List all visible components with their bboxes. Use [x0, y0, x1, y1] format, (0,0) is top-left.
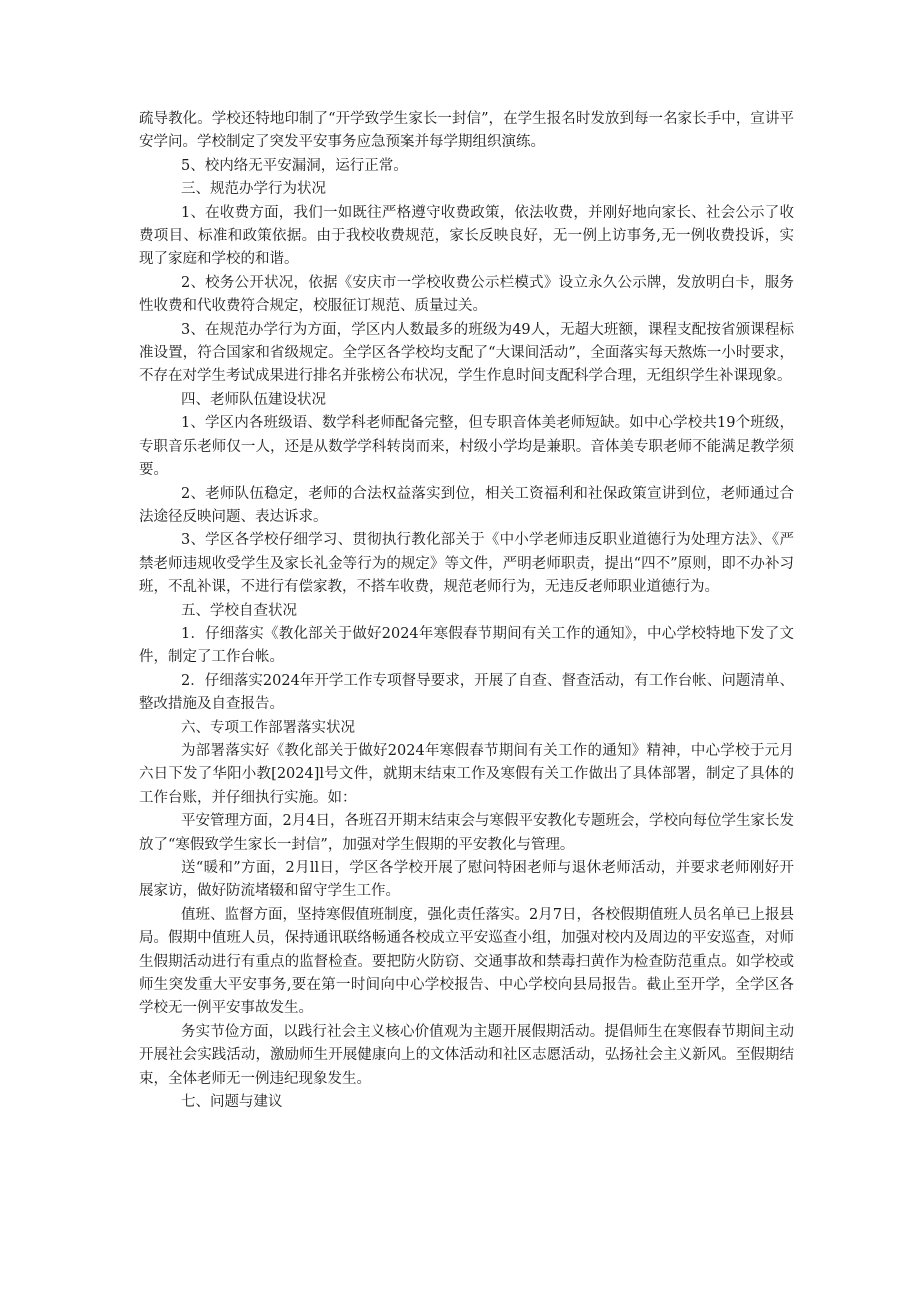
section-heading: 五、学校自查状况 — [181, 602, 297, 619]
section-heading: 三、规范办学行为状况 — [181, 181, 326, 198]
paragraph: 5、校内络无平安漏洞，运行正常。 — [181, 157, 408, 174]
paragraph: 1．仔细落实《教化部关于做好2024年寒假春节期间有关工作的通知》，中心学校特地下发了文件，制定了工作台帐。 — [139, 625, 794, 666]
section-heading: 七、问题与建议 — [181, 1094, 283, 1111]
paragraph: 3、学区各学校仔细学习、贯彻执行教化部关于《中小学老师违反职业道德行为处理方法》、《严禁老师违规收受学生及家长礼金等行为的规定》等文件，严明老师职责，提出“四不”原则，即不办补习班，不乱补课，不进行有偿家教，不搭车收费，规范老师行为，无违反老师职业道德行为。 — [139, 532, 794, 596]
paragraph: 1、学区内各班级语、数学科老师配备完整，但专职音体美老师短缺。如中心学校共19个班级，专职音乐老师仅一人，还是从数学学科转岗而来，村级小学均是兼职。音体美专职老师不能满足教学须要。 — [139, 415, 794, 479]
paragraph: 2、老师队伍稳定，老师的合法权益落实到位，相关工资福利和社保政策宣讲到位，老师通过合法途径反映问题、表达诉求。 — [139, 485, 794, 525]
paragraph: 务实节俭方面，以践行社会主义核心价值观为主题开展假期活动。提倡师生在寒假春节期间主动开展社会实践活动，激励师生开展健康向上的文体活动和社区志愿活动，弘扬社会主义新风。至假期结束，全体老师无一例违纪现象发生。 — [139, 1023, 794, 1087]
paragraph: 送“暖和”方面，2月ll日，学区各学校开展了慰问特困老师与退休老师活动，并要求老师刚好开展家访，做好防流堵辍和留守学生工作。 — [139, 860, 794, 900]
paragraph: 疏导教化。学校还特地印制了“开学致学生家长一封信”，在学生报名时发放到每一名家长手中，宣讲平安学问。学校制定了突发平安事务应急预案并每学期组织演练。 — [139, 111, 794, 151]
paragraph: 值班、监督方面，坚持寒假值班制度，强化责任落实。2月7日，各校假期值班人员名单已上报县局。假期中值班人员，保持通讯联络畅通各校成立平安巡查小组，加强对校内及周边的平安巡查，对师生假期活动进行有重点的监督检查。要把防火防窃、交通事故和禁毒扫黄作为检查防范重点。如学校或师生突发重大平安事务,要在第一时间向中心学校报告、中心学校向县局报告。截止至开学，全学区各学校无一例平安事故发生。 — [139, 906, 794, 1017]
paragraph: 1、在收费方面，我们一如既往严格遵守收费政策，依法收费，并刚好地向家长、社会公示了收费项目、标准和政策依据。由于我校收费规范，家长反映良好，无一例上访事务,无一例收费投诉，实现了家庭和学校的和谐。 — [139, 204, 794, 268]
paragraph: 平安管理方面，2月4日，各班召开期末结束会与寒假平安教化专题班会，学校向每位学生家长发放了“寒假致学生家长一封信”，加强对学生假期的平安教化与管理。 — [139, 813, 794, 853]
document-body — [139, 108, 794, 1114]
paragraph: 2、校务公开状况，依据《安庆市一学校收费公示栏模式》设立永久公示牌，发放明白卡，服务性收费和代收费符合规定，校服征订规范、质量过关。 — [139, 274, 794, 315]
section-heading: 六、专项工作部署落实状况 — [181, 719, 355, 736]
paragraph: 3、在规范办学行为方面，学区内人数最多的班级为49人，无超大班额，课程支配按省颁课程标准设置，符合国家和省级规定。全学区各学校均支配了“大课间活动”，全面落实每天熬炼一小时要求，不存在对学生考试成果进行排名并张榜公布状况，学生作息时间支配科学合理，无组织学生补课现象。 — [139, 321, 794, 385]
paragraph: 2．仔细落实2024年开学工作专项督导要求，开展了自查、督查活动，有工作台帐、问题清单、整改措施及自查报告。 — [139, 672, 794, 713]
paragraph: 为部署落实好《教化部关于做好2024年寒假春节期间有关工作的通知》精神，中心学校于元月六日下发了华阳小教[2024]l号文件，就期末结束工作及寒假有关工作做出了具体部署，制定了具体的工作台账，并仔细执行实施。如： — [139, 742, 794, 806]
section-heading: 四、老师队伍建设状况 — [181, 391, 326, 408]
